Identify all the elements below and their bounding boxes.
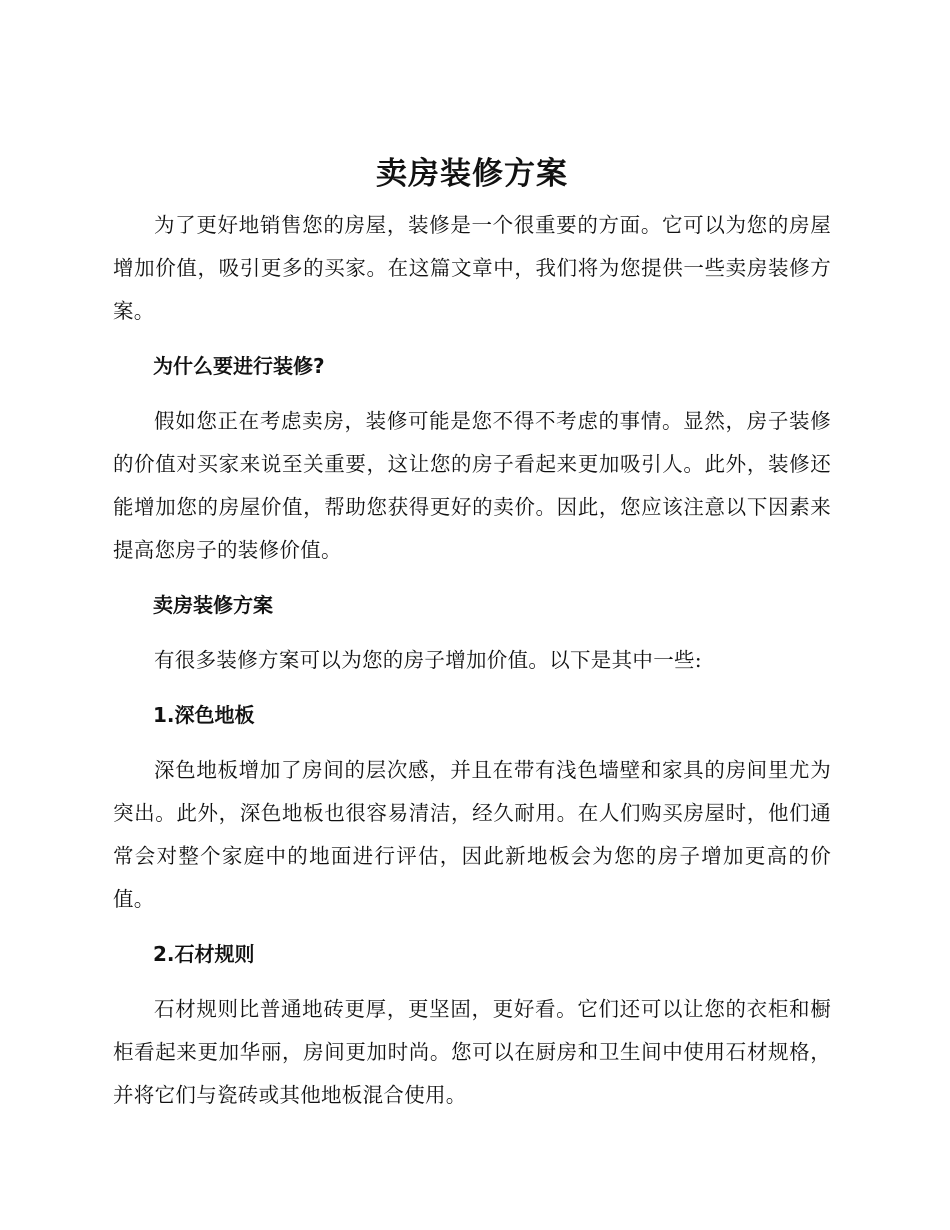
section-paragraph-why-renovate: 假如您正在考虑卖房，装修可能是您不得不考虑的事情。显然，房子装修的价值对买家来说至关重要，这让您的房子看起来更加吸引人。此外，装修还能增加您的房屋价值，帮助您获得更好的卖价。因此，您应该注意以下因素来提高您房子的装修价值。 xyxy=(113,409,831,562)
section-heading-stone: 2.石材规则 xyxy=(153,942,255,966)
section-heading-dark-floor: 1.深色地板 xyxy=(153,703,255,727)
intro-paragraph: 为了更好地销售您的房屋，装修是一个很重要的方面。它可以为您的房屋增加价值，吸引更多的买家。在这篇文章中，我们将为您提供一些卖房装修方案。 xyxy=(113,213,831,323)
section-heading-plans: 卖房装修方案 xyxy=(153,593,273,617)
spacer xyxy=(113,921,831,933)
spacer xyxy=(113,682,831,694)
spacer xyxy=(113,976,831,988)
section-paragraph-stone: 石材规则比普通地砖更厚，更坚固，更好看。它们还可以让您的衣柜和橱柜看起来更加华丽，房间更加时尚。您可以在厨房和卫生间中使用石材规格，并将它们与瓷砖或其他地板混合使用。 xyxy=(113,997,831,1107)
document-title: 卖房装修方案 xyxy=(376,156,568,192)
spacer xyxy=(113,333,831,345)
section-heading-why-renovate: 为什么要进行装修? xyxy=(153,354,325,378)
section-paragraph-plans: 有很多装修方案可以为您的房子增加价值。以下是其中一些: xyxy=(154,648,703,672)
spacer xyxy=(113,572,831,584)
document-page xyxy=(113,148,831,1117)
spacer xyxy=(113,388,831,400)
spacer xyxy=(113,737,831,749)
spacer xyxy=(113,627,831,639)
section-paragraph-dark-floor: 深色地板增加了房间的层次感，并且在带有浅色墙壁和家具的房间里尤为突出。此外，深色地板也很容易清洁，经久耐用。在人们购买房屋时，他们通常会对整个家庭中的地面进行评估，因此新地板会为您的房子增加更高的价值。 xyxy=(113,758,831,911)
